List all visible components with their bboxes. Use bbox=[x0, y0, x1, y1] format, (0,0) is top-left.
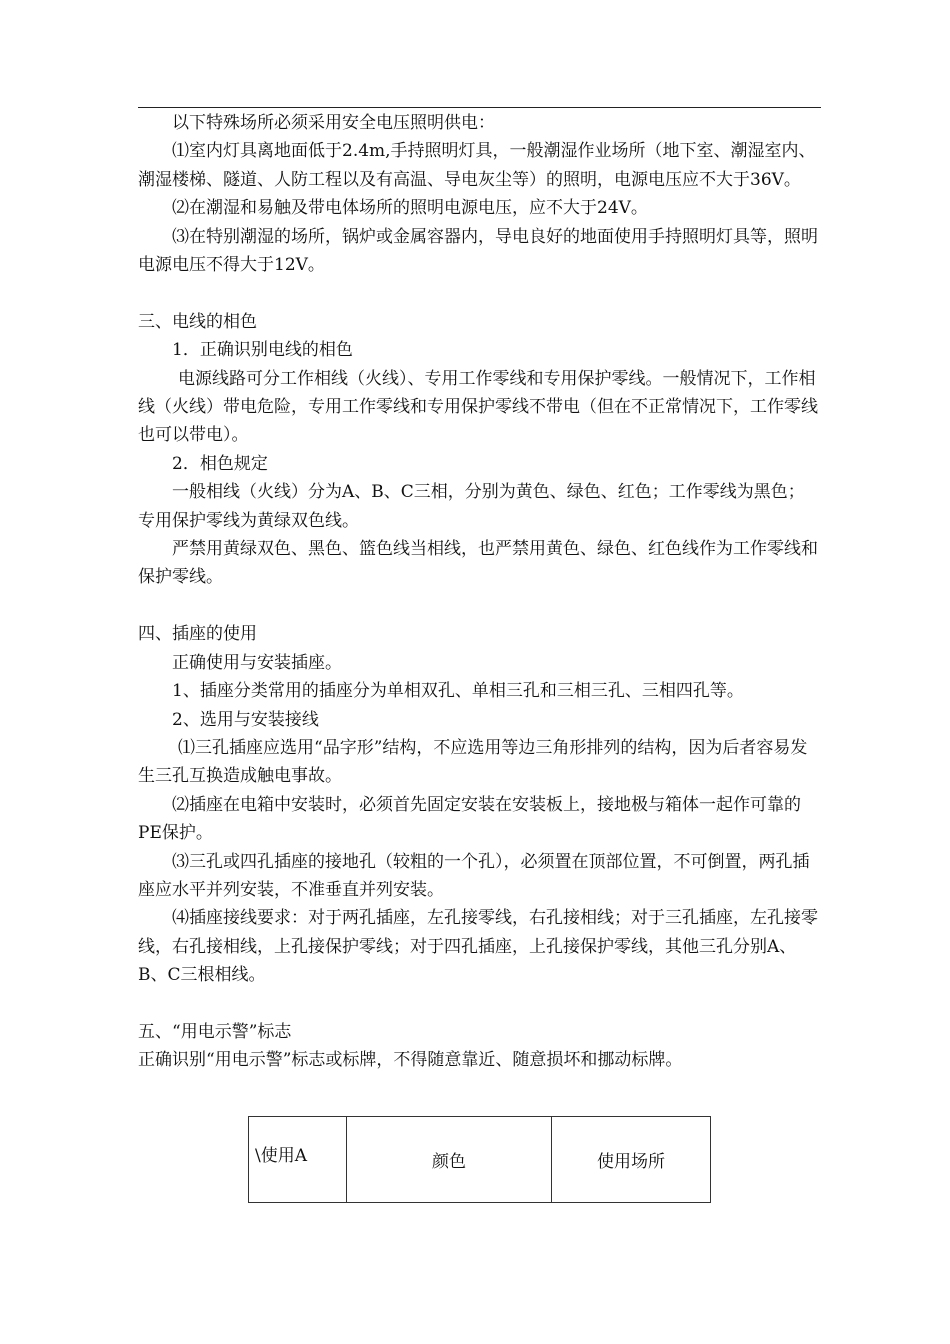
table-cell-color: 颜色 bbox=[347, 1117, 552, 1203]
paragraph: 2．相色规定 bbox=[172, 453, 268, 474]
paragraph: 1．正确识别电线的相色 bbox=[172, 340, 353, 361]
paragraph: 严禁用黄绿双色、黑色、篮色线当相线，也严禁用黄色、绿色、红色线作为工作零线和保护零线。 bbox=[138, 539, 818, 588]
paragraph: 电源线路可分工作相线（火线）、专用工作零线和专用保护零线。一般情况下，工作相线（火线）带电危险，专用工作零线和专用保护零线不带电（但在不正常情况下，工作零线也可以带电）。 bbox=[138, 368, 818, 446]
spacer bbox=[138, 592, 821, 620]
paragraph: 1、插座分类常用的插座分为单相双孔、单相三孔和三相三孔、三相四孔等。 bbox=[172, 681, 744, 702]
header-rule bbox=[138, 107, 821, 108]
paragraph: 正确使用与安装插座。 bbox=[172, 652, 342, 673]
spacer bbox=[138, 990, 821, 1018]
paragraph: 四、插座的使用 bbox=[138, 624, 257, 645]
paragraph: ⑴室内灯具离地面低于2.4m,手持照明灯具，一般潮湿作业场所（地下室、潮湿室内、潮湿楼梯、隧道、人防工程以及有高温、导电灰尘等）的照明，电源电压应不大于36V。 bbox=[138, 141, 816, 190]
paragraph: 正确识别“用电示警”标志或标牌，不得随意靠近、随意损坏和挪动标牌。 bbox=[138, 1050, 683, 1071]
spacer bbox=[138, 279, 821, 307]
table-row bbox=[249, 1117, 711, 1203]
document-body bbox=[138, 109, 821, 1075]
paragraph: 五、“用电示警”标志 bbox=[138, 1021, 292, 1042]
warning-sign-table bbox=[248, 1116, 711, 1203]
paragraph: ⑶三孔或四孔插座的接地孔（较粗的一个孔），必须置在顶部位置，不可倒置，两孔插座应水平并列安装，不准垂直并列安装。 bbox=[138, 851, 810, 900]
paragraph: ⑵插座在电箱中安装时，必须首先固定安装在安装板上，接地极与箱体一起作可靠的PE保护。 bbox=[138, 794, 801, 844]
paragraph: ⑷插座接线要求：对于两孔插座，左孔接零线，右孔接相线；对于三孔插座，左孔接零线，右孔接相线，上孔接保护零线；对于四孔插座，上孔接保护零线，其他三孔分别A、B、C三根相线。 bbox=[138, 908, 818, 986]
paragraph: 一般相线（火线）分为A、B、C三相，分别为黄色、绿色、红色；工作零线为黑色；专用保护零线为黄绿双色线。 bbox=[138, 482, 805, 531]
paragraph: 2、选用与安装接线 bbox=[172, 709, 319, 730]
table-cell-corner: \使用A bbox=[249, 1117, 347, 1203]
table-cell-usage: 使用场所 bbox=[552, 1117, 711, 1203]
paragraph: ⑵在潮湿和易触及带电体场所的照明电源电压，应不大于24V。 bbox=[172, 198, 648, 219]
paragraph: 以下特殊场所必须采用安全电压照明供电： bbox=[172, 113, 495, 133]
paragraph: ⑴三孔插座应选用“品字形”结构，不应选用等边三角形排列的结构，因为后者容易发生三孔互换造成触电事故。 bbox=[138, 737, 808, 787]
paragraph: 三、电线的相色 bbox=[138, 311, 257, 332]
paragraph: ⑶在特别潮湿的场所，锅炉或金属容器内，导电良好的地面使用手持照明灯具等，照明电源电压不得大于12V。 bbox=[138, 226, 818, 276]
